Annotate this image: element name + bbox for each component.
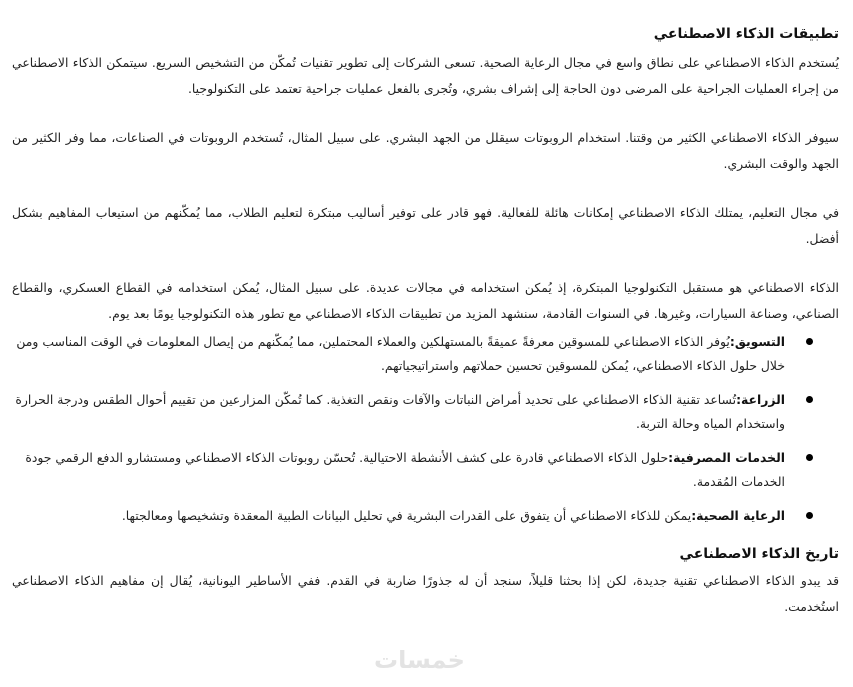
list-item-text: يُوفر الذكاء الاصطناعي للمسوقين معرفةً عميقةً بالمستهلكين والعملاء المحتملين، مما يُمكّنهم من إيصال المعلومات في الوقت المناسب ومن خلال حلول الذكاء الاصطناعي، يُمكن للمسوقين تحسين حملاتهم واستراتيجياتهم.: [16, 334, 785, 373]
paragraph-history: قد يبدو الذكاء الاصطناعي تقنية جديدة، لكن إذا بحثنا قليلاً، سنجد أن له جذورًا ضاربة في القدم. ففي الأساطير اليونانية، يُقال إن مفاهيم الذكاء الاصطناعي استُخدمت.: [12, 573, 839, 614]
list-item-title: التسويق:: [729, 334, 785, 349]
bullet-icon: [806, 512, 813, 519]
list-item-title: الخدمات المصرفية:: [668, 450, 785, 465]
list-item: [12, 504, 839, 528]
bullet-icon: [806, 338, 813, 345]
list-item-text: حلول الذكاء الاصطناعي قادرة على كشف الأنشطة الاحتيالية. تُحسّن روبوتات الذكاء الاصطناعي ومستشارو الدفع الرقمي جودة الخدمات المُقدمة.: [25, 450, 785, 489]
list-item: [12, 446, 839, 494]
list-item-text: يمكن للذكاء الاصطناعي أن يتفوق على القدرات البشرية في تحليل البيانات الطبية المعقدة وتشخيصها ومعالجتها.: [121, 508, 692, 523]
list-item-text: تُساعد تقنية الذكاء الاصطناعي على تحديد أمراض النباتات والآفات ونقص التغذية. كما تُمكّن المزارعين من تقييم أحوال الطقس ودرجة الحرارة واستخدام المياه وحالة التربة.: [15, 392, 785, 431]
bullet-icon: [806, 454, 813, 461]
bullet-icon: [806, 396, 813, 403]
paragraph-healthcare-intro: يُستخدم الذكاء الاصطناعي على نطاق واسع في مجال الرعاية الصحية. تسعى الشركات إلى تطوير تقنيات تُمكّن من التشخيص السريع. سيتمكن الذكاء الاصطناعي من إجراء العمليات الجراحية على المرضى دون الحاجة إلى إشراف بشري، وتُجرى بالفعل عمليات جراحية تعتمد على التكنولوجيا.: [12, 55, 839, 96]
history-heading: تاريخ الذكاء الاصطناعي: [679, 546, 839, 562]
list-item: [12, 330, 839, 378]
paragraph-time-saving: سيوفر الذكاء الاصطناعي الكثير من وقتنا. استخدام الروبوتات سيقلل من الجهد البشري. على سبيل المثال، تُستخدم الروبوتات في الصناعات، مما وفر الكثير من الجهد والوقت البشري.: [12, 130, 839, 171]
list-item-title: الرعاية الصحية:: [691, 508, 785, 523]
paragraph-future: الذكاء الاصطناعي هو مستقبل التكنولوجيا المبتكرة، إذ يُمكن استخدامه في مجالات عديدة. على سبيل المثال، يُمكن استخدامه في القطاع العسكري، والقطاع الصناعي، وصناعة السيارات، وغيرها. في السنوات القادمة، سنشهد المزيد من تطبيقات الذكاء الاصطناعي مع تطور هذه التكنولوجيا يومًا بعد يوم.: [12, 280, 839, 321]
applications-heading: تطبيقات الذكاء الاصطناعي: [653, 26, 839, 42]
list-item-title: الزراعة:: [736, 392, 785, 407]
paragraph-education: في مجال التعليم، يمتلك الذكاء الاصطناعي إمكانات هائلة للفعالية. فهو قادر على توفير أساليب مبتكرة لتعليم الطلاب، مما يُمكّنهم من استيعاب المفاهيم بشكل أفضل.: [12, 205, 839, 246]
domains-list: [12, 330, 839, 528]
watermark-logo: خمسات: [374, 646, 465, 674]
list-item: [12, 388, 839, 436]
